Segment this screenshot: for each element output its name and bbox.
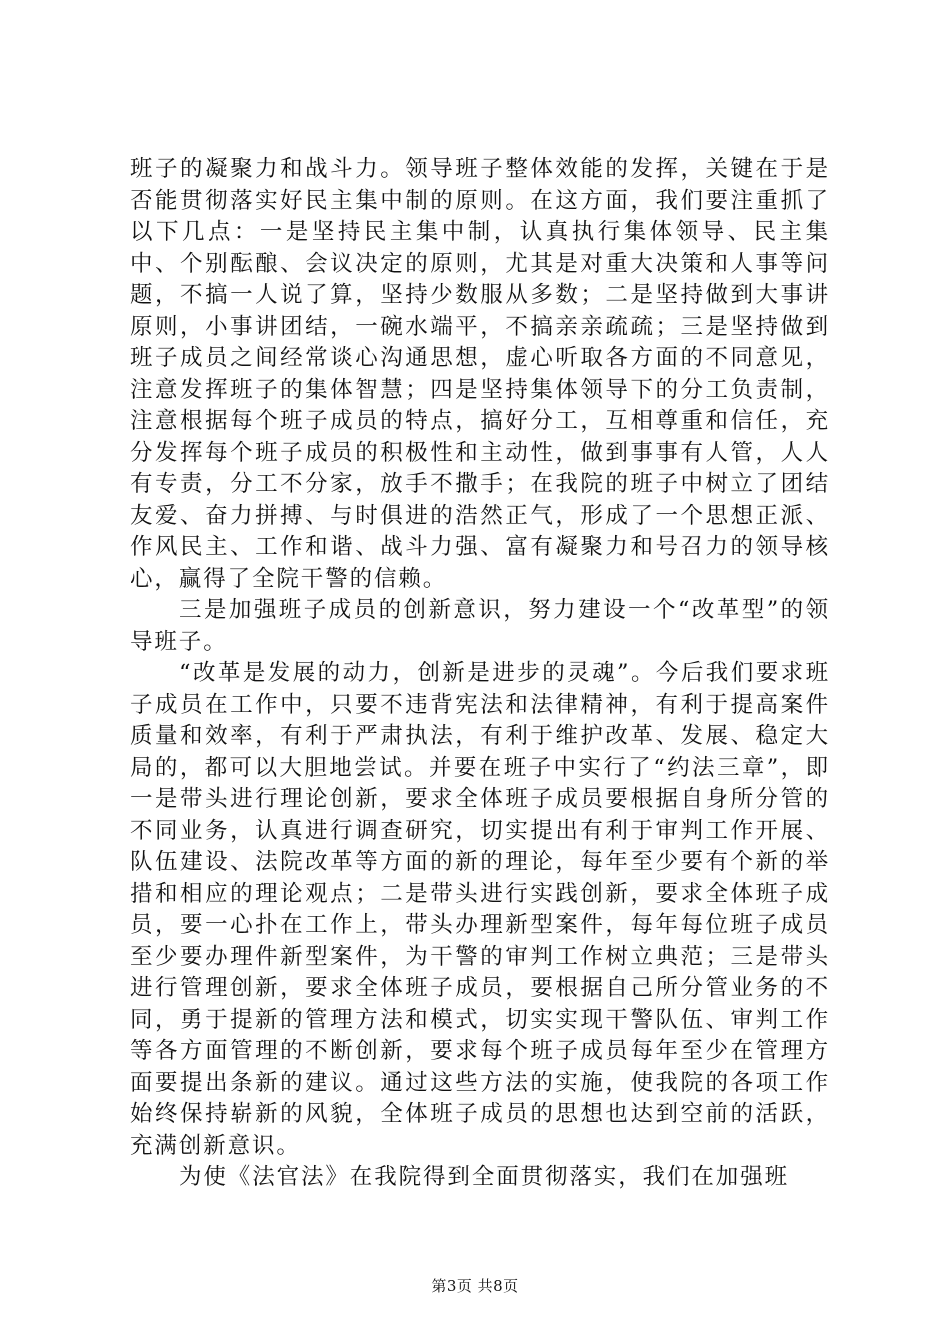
paragraph-2: 三是加强班子成员的创新意识，努力建设一个“改革型”的领导班子。 xyxy=(130,597,830,655)
paragraph-1: 班子的凝聚力和战斗力。领导班子整体效能的发挥，关键在于是否能贯彻落实好民主集中制的原则。在这方面，我们要注重抓了以下几点：一是坚持民主集中制，认真执行集体领导、民主集中、个别酝酿、会议决定的原则，尤其是对重大决策和人事等问题，不搞一人说了算，坚持少数服从多数；二是坚持做到大事讲原则，小事讲团结，一碗水端平，不搞亲亲疏疏；三是坚持做到班子成员之间经常谈心沟通思想，虚心听取各方面的不同意见，注意发挥班子的集体智慧；四是坚持集体领导下的分工负责制，注意根据每个班子成员的特点，搞好分工，互相尊重和信任，充分发挥每个班子成员的积极性和主动性，做到事事有人管，人人有专责，分工不分家，放手不撒手；在我院的班子中树立了团结友爱、奋力拼搏、与时俱进的浩然正气，形成了一个思想正派、作风民主、工作和谐、战斗力强、富有凝聚力和号召力的领导核心，赢得了全院干警的信赖。 xyxy=(130,156,830,592)
page-footer: 第3页 共8页 xyxy=(431,1277,519,1295)
document-body xyxy=(130,154,830,1194)
paragraph-4: 为使《法官法》在我院得到全面贯彻落实，我们在加强班 xyxy=(179,1164,790,1190)
paragraph-3: “改革是发展的动力，创新是进步的灵魂”。今后我们要求班子成员在工作中，只要不违背宪法和法律精神，有利于提高案件质量和效率，有利于严肃执法，有利于维护改革、发展、稳定大局的，都可以大胆地尝试。并要在班子中实行了“约法三章”，即一是带头进行理论创新，要求全体班子成员要根据自身所分管的不同业务，认真进行调查研究，切实提出有利于审判工作开展、队伍建设、法院改革等方面的新的理论，每年至少要有个新的举措和相应的理论观点；二是带头进行实践创新，要求全体班子成员，要一心扑在工作上，带头办理新型案件，每年每位班子成员至少要办理件新型案件，为干警的审判工作树立典范；三是带头进行管理创新，要求全体班子成员，要根据自己所分管业务的不同，勇于提新的管理方法和模式，切实实现干警队伍、审判工作等各方面管理的不断创新，要求每个班子成员每年至少在管理方面要提出条新的建议。通过这些方法的实施，使我院的各项工作始终保持崭新的风貌，全体班子成员的思想也达到空前的活跃，充满创新意识。 xyxy=(130,660,830,1159)
